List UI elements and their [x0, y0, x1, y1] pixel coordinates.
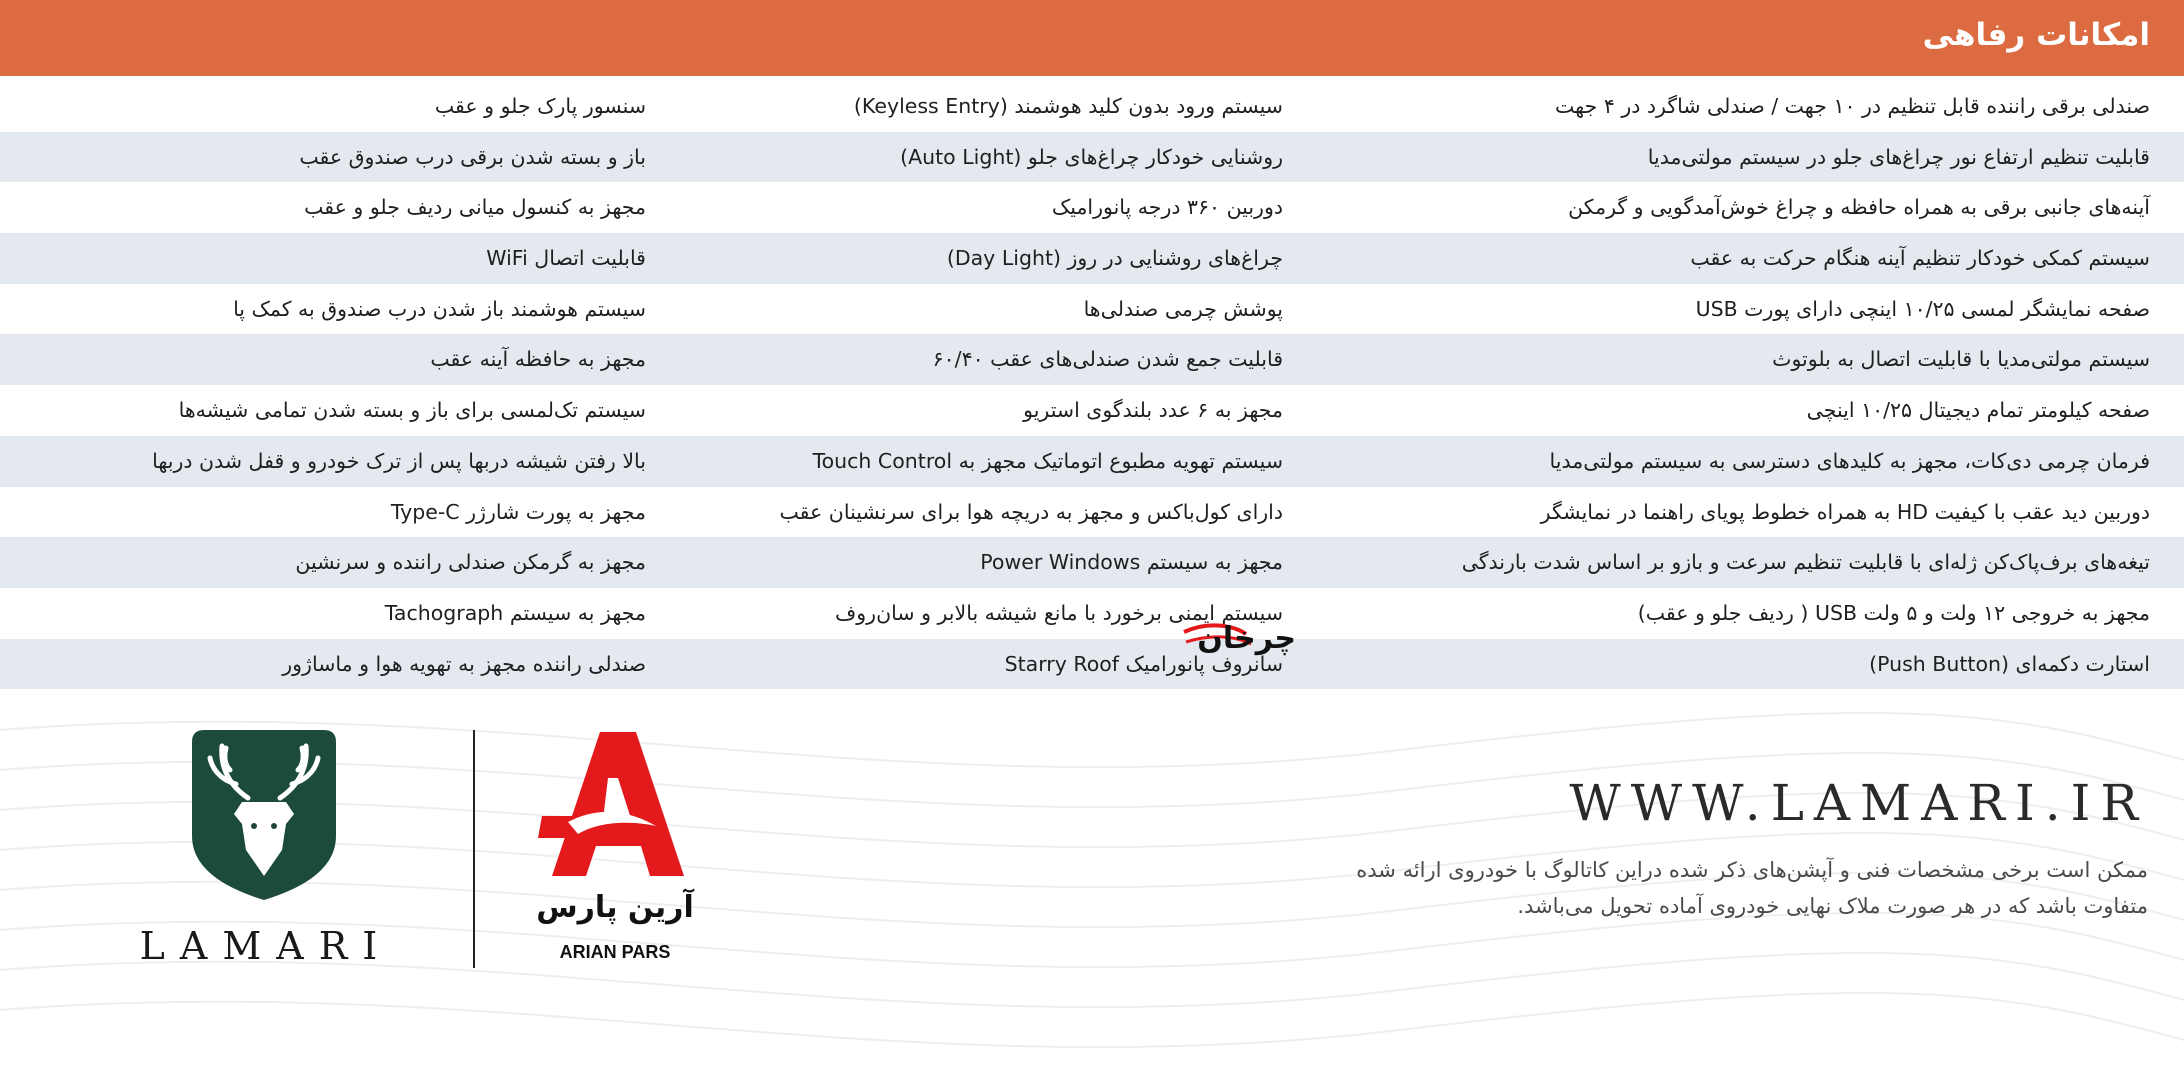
lamari-deer-logo — [190, 728, 338, 902]
watermark-text: چرخان — [1197, 621, 1296, 656]
table-row — [0, 537, 2184, 588]
table-row — [0, 132, 2184, 183]
feature-cell: صندلی برقی راننده قابل تنظیم در ۱۰ جهت / صندلی شاگرد در ۴ جهت — [1555, 94, 2150, 118]
feature-cell: مجهز به سیستم Tachograph — [384, 600, 646, 625]
features-table — [0, 81, 2184, 689]
arian-pars-name-fa: آرین پارس — [536, 890, 694, 925]
feature-cell: مجهز به خروجی ۱۲ ولت و ۵ ولت USB ( ردیف جلو و عقب) — [1637, 600, 2150, 625]
feature-cell: مجهز به پورت شارژر Type-C — [390, 499, 646, 524]
feature-cell: مجهز به کنسول میانی ردیف جلو و عقب — [304, 195, 646, 220]
feature-cell: سیستم ورود بدون کلید هوشمند (Keyless Entry) — [853, 94, 1283, 118]
feature-cell: بالا رفتن شیشه دربها پس از ترک خودرو و قفل شدن دربها — [152, 448, 646, 473]
disclaimer-line: ممکن است برخی مشخصات فنی و آپشن‌های ذکر شده دراین کاتالوگ با خودروی ارائه شده — [1356, 858, 2148, 882]
table-row — [0, 639, 2184, 690]
feature-cell: قابلیت اتصال WiFi — [486, 246, 646, 271]
feature-cell: سیستم کمکی خودکار تنظیم آینه هنگام حرکت به عقب — [1690, 246, 2150, 271]
table-row — [0, 487, 2184, 538]
lamari-wordmark: LAMARI — [139, 924, 393, 968]
table-row — [0, 334, 2184, 385]
charkhan-watermark-logo — [1176, 612, 1306, 662]
section-header — [0, 0, 2184, 76]
arian-pars-a-logo — [538, 730, 686, 880]
feature-cell: سیستم تک‌لمسی برای باز و بسته شدن تمامی شیشه‌ها — [178, 398, 646, 423]
feature-cell: مجهز به ۶ عدد بلندگوی استریو — [1023, 398, 1283, 423]
feature-cell: فرمان چرمی دی‌کات، مجهز به کلیدهای دسترسی به سیستم مولتی‌مدیا — [1549, 448, 2150, 473]
feature-cell: روشنایی خودکار چراغ‌های جلو (Auto Light) — [900, 144, 1283, 169]
feature-cell: دوربین دید عقب با کیفیت HD به همراه خطوط پویای راهنما در نمایشگر — [1540, 499, 2150, 524]
feature-cell: مجهز به گرمکن صندلی راننده و سرنشین — [295, 550, 646, 575]
logo-divider — [473, 730, 475, 968]
feature-cell: پوشش چرمی صندلی‌ها — [1083, 296, 1283, 321]
section-title: امکانات رفاهی — [1922, 17, 2150, 53]
feature-cell: سنسور پارک جلو و عقب — [434, 94, 646, 118]
feature-cell: مجهز به سیستم Power Windows — [980, 550, 1283, 575]
feature-cell: صفحه کیلومتر تمام دیجیتال ۱۰/۲۵ اینچی — [1806, 398, 2150, 423]
table-row — [0, 436, 2184, 487]
feature-cell: قابلیت جمع شدن صندلی‌های عقب ۶۰/۴۰ — [932, 347, 1283, 372]
table-row — [0, 588, 2184, 639]
table-row — [0, 81, 2184, 132]
disclaimer-line: متفاوت باشد که در هر صورت ملاک نهایی خودروی آماده تحویل می‌باشد. — [1517, 894, 2148, 918]
feature-cell: تیغه‌های برف‌پاک‌کن ژله‌ای با قابلیت تنظیم سرعت و بازو بر اساس شدت بارندگی — [1461, 550, 2150, 575]
feature-cell: چراغ‌های روشنایی در روز (Day Light) — [946, 246, 1283, 271]
feature-cell: صندلی راننده مجهز به تهویه هوا و ماساژور — [282, 651, 646, 676]
feature-cell: استارت دکمه‌ای (Push Button) — [1869, 651, 2150, 676]
arian-pars-name-en: ARIAN PARS — [559, 942, 671, 962]
feature-cell: سیستم تهویه مطبوع اتوماتیک مجهز به Touch Control — [812, 448, 1283, 473]
feature-cell: سیستم ایمنی برخورد با مانع شیشه بالابر و سان‌روف — [835, 600, 1283, 625]
feature-cell: دوربین ۳۶۰ درجه پانورامیک — [1051, 195, 1283, 220]
table-row — [0, 233, 2184, 284]
table-row — [0, 182, 2184, 233]
table-row — [0, 385, 2184, 436]
feature-cell: آینه‌های جانبی برقی به همراه حافظه و چراغ خوش‌آمدگویی و گرمکن — [1568, 195, 2150, 220]
table-row — [0, 284, 2184, 335]
feature-cell: سیستم مولتی‌مدیا با قابلیت اتصال به بلوتوث — [1772, 347, 2150, 372]
feature-cell: سیستم هوشمند باز شدن درب صندوق به کمک پا — [233, 296, 646, 321]
feature-cell: دارای کول‌باکس و مجهز به دریچه هوا برای سرنشینان عقب — [779, 499, 1283, 524]
feature-cell: باز و بسته شدن برقی درب صندوق عقب — [299, 144, 646, 169]
website-url[interactable]: WWW.LAMARI.IR — [1569, 774, 2148, 832]
feature-cell: سانروف پانورامیک Starry Roof — [1004, 651, 1283, 676]
feature-cell: قابلیت تنظیم ارتفاع نور چراغ‌های جلو در سیستم مولتی‌مدیا — [1647, 144, 2150, 169]
disclaimer-text — [1148, 852, 2148, 924]
feature-cell: مجهز به حافظه آینه عقب — [430, 347, 646, 372]
feature-cell: صفحه نمایشگر لمسی ۱۰/۲۵ اینچی دارای پورت USB — [1695, 296, 2150, 321]
